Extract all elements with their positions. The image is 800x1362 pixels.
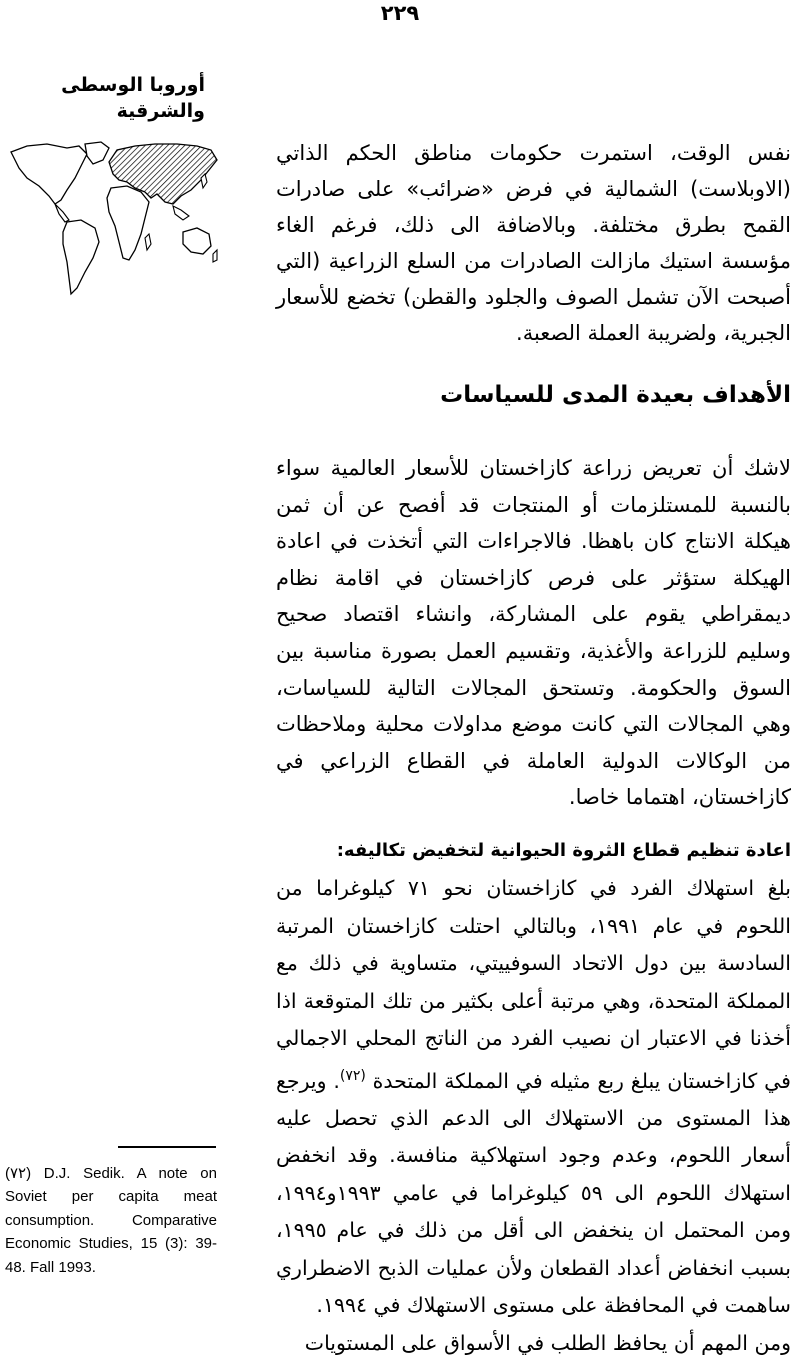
footnote-reference: (٧٢) <box>339 1067 366 1084</box>
world-map-icon <box>5 138 220 304</box>
paragraph-1-text: نفس الوقت، استمرت حكومات مناطق الحكم الذاتي (الاوبلاست) الشمالية في فرض «ضرائب» على صادرات القمح بطرق مختلفة. وبالاضافة الى ذلك، فرغم الغاء مؤسسة استيك مازالت الصادرات من السلع الزراعية (التي أصبحت الآن تشمل الصوف والجلود والقطن) تخضع للأسعار الجبرية، ولضريبة العملة الصعبة. <box>276 141 791 345</box>
subheading: اعادة تنظيم قطاع الثروة الحيوانية لتخفيض تكاليفه: <box>336 840 791 861</box>
running-header: أوروبا الوسطى والشرقية <box>61 74 205 122</box>
page-number: ٢٢٩ <box>380 1 420 25</box>
paragraph-3-part-2: . ويرجع هذا المستوى من الاستهلاك الى الدعم الذي تحصل عليه أسعار اللحوم، وعدم وجود استهلاكية منافسة. وقد انخفض استهلاك اللحوم الى ٥٩ كيلوغراما في عامي ١٩٩٣و١٩٩٤، ومن المحتمل ان ينخفض الى أقل من ذلك في عام ١٩٩٥، بسبب انخفاض أعداد القطعان ولأن عمليات الذبح الاضطراري ساهمت في المحافظة على مستوى الاستهلاك في ١٩٩٤. <box>276 1068 791 1318</box>
paragraph-1 <box>276 135 791 351</box>
section-heading: الأهداف بعيدة المدى للسياسات <box>440 382 791 408</box>
paragraph-2 <box>276 450 791 816</box>
paragraph-3-part-1: بلغ استهلاك الفرد في كازاخستان نحو ٧١ كيلوغراما من اللحوم في عام ١٩٩١، وبالتالي احتلت كازاخستان المرتبة السادسة بين دول الاتحاد السوفييتي، متساوية في ذلك مع المملكة المتحدة، وهي مرتبة أعلى بكثير من تلك المتوقعة اذا أخذنا في الاعتبار ان نصيب الفرد من الناتج المحلي الاجمالي في كازاخستان يبلغ ربع مثيله في المملكة المتحدة <box>276 876 791 1093</box>
footnote: (٧٢) D.J. Sedik. A note on Soviet per capita meat consumption. Comparative Economic Studies, 15 (3): 39-48. Fall 1993. <box>5 1165 217 1276</box>
paragraph-3-text <box>276 870 791 1325</box>
paragraph-2-text: لاشك أن تعريض زراعة كازاخستان للأسعار العالمية سواء بالنسبة للمستلزمات أو المنتجات قد أفصح عن أن ثمن هيكلة الانتاج كان باهظا. فالاجراءات التي أتخذت في اعادة الهيكلة ستؤثر على فرص كازاخستان في اقامة نظام ديمقراطي يقوم على المشاركة، وانشاء اقتصاد صحيح وسليم للزراعة والأغذية، وتقسيم العمل بصورة مناسبة بين السوق والحكومة. وتستحق المجالات التالية للسياسات، وهي المجالات التي كانت موضع مداولات محلية وملاحظات من الوكالات الدولية العاملة في القطاع الزراعي في كازاخستان، اهتماما خاصا. <box>276 456 791 810</box>
footnote-divider <box>118 1146 216 1148</box>
paragraph-3 <box>276 870 791 1362</box>
paragraph-4-text: ومن المهم أن يحافظ الطلب في الأسواق على المستويات <box>304 1330 791 1355</box>
